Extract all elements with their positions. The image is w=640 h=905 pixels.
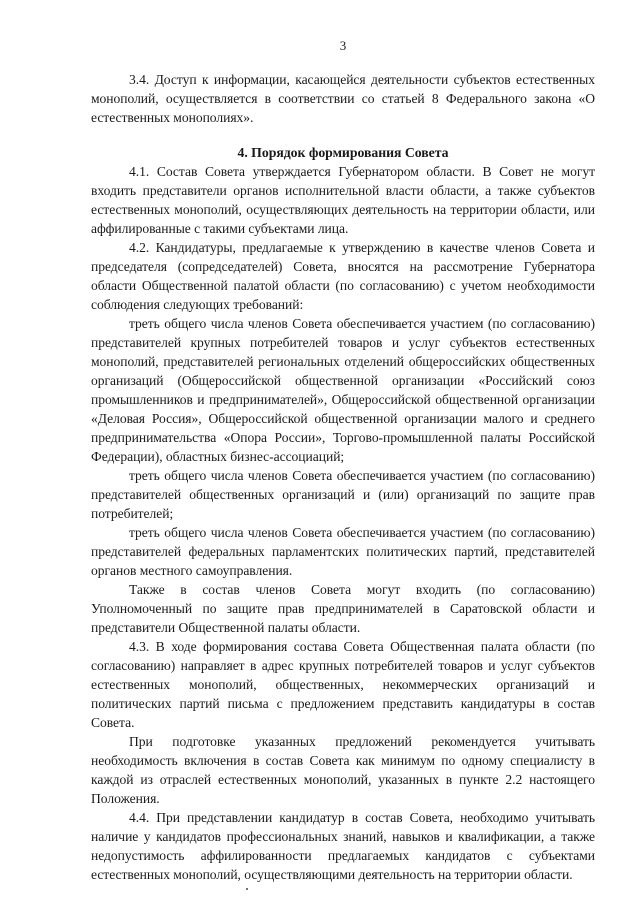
paragraph-4-2: 4.2. Кандидатуры, предлагаемые к утверждению в качестве членов Совета и председателя (сопредседателей) Совета, вносятся на рассмотрение Губернатора области Общественной палатой области (по согласованию) с учетом необходимости соблюдения следующих требований: xyxy=(91,240,595,312)
paragraph-4-3: 4.3. В ходе формирования состава Совета Общественная палата области (по согласованию) направляет в адрес крупных потребителей товаров и услуг субъектов естественных монополий, общественных, некоммерческих организаций и политических партий письма с предложением представить кандидатуры в состав Совета. xyxy=(91,639,595,730)
page-number: 3 xyxy=(339,38,347,53)
requirement-3: треть общего числа членов Совета обеспечивается участием (по согласованию) представителей федеральных парламентских политических партий, представителей органов местного самоуправления. xyxy=(91,525,595,578)
paragraph-3-4: 3.4. Доступ к информации, касающейся деятельности субъектов естественных монополий, осуществляется в соответствии со статьей 8 Федерального закона «О естественных монополиях». xyxy=(91,72,595,125)
section-4-title: 4. Порядок формирования Совета xyxy=(237,145,449,160)
paragraph-preparation: При подготовке указанных предложений рекомендуется учитывать необходимость включения в состав Совета как минимум по одному специалисту в каждой из отраслей естественных монополий, указанных в пункте 2.2 настоящего Положения. xyxy=(91,734,595,806)
requirement-1: треть общего числа членов Совета обеспечивается участием (по согласованию) представителей крупных потребителей товаров и услуг субъектов естественных монополий, представителей региональных отделений общероссийских общественных организаций (Общероссийской общественной организации «Российский союз промышленников и предпринимателей», Общероссийской общественной организации «Деловая Россия», Общероссийской общественной организации малого и среднего предпринимательства «Опора России», Торгово-промышленной палаты Российской Федерации), областных бизнес-ассоциаций; xyxy=(91,316,595,464)
paragraph-4-4: 4.4. При представлении кандидатур в состав Совета, необходимо учитывать наличие у кандидатов профессиональных знаний, навыков и квалификации, а также недопустимость аффилированности предлагаемых кандидатов с субъектами естественных монополий, осуществляющими деятельность на территории области. xyxy=(91,810,595,882)
paragraph-4-1: 4.1. Состав Совета утверждается Губернатором области. В Совет не могут входить представители органов исполнительной власти области, а также субъектов естественных монополий, осуществляющих деятельность на территории области, или аффилированные с такими субъектами лица. xyxy=(91,164,595,236)
document-body xyxy=(91,70,595,884)
requirement-2: треть общего числа членов Совета обеспечивается участием (по согласованию) представителей общественных организаций и (или) организаций по защите прав потребителей; xyxy=(91,468,595,521)
scan-dot xyxy=(246,888,248,890)
paragraph-also: Также в состав членов Совета могут входить (по согласованию) Уполномоченный по защите прав предпринимателей в Саратовской области и представители Общественной палаты области. xyxy=(91,582,595,635)
